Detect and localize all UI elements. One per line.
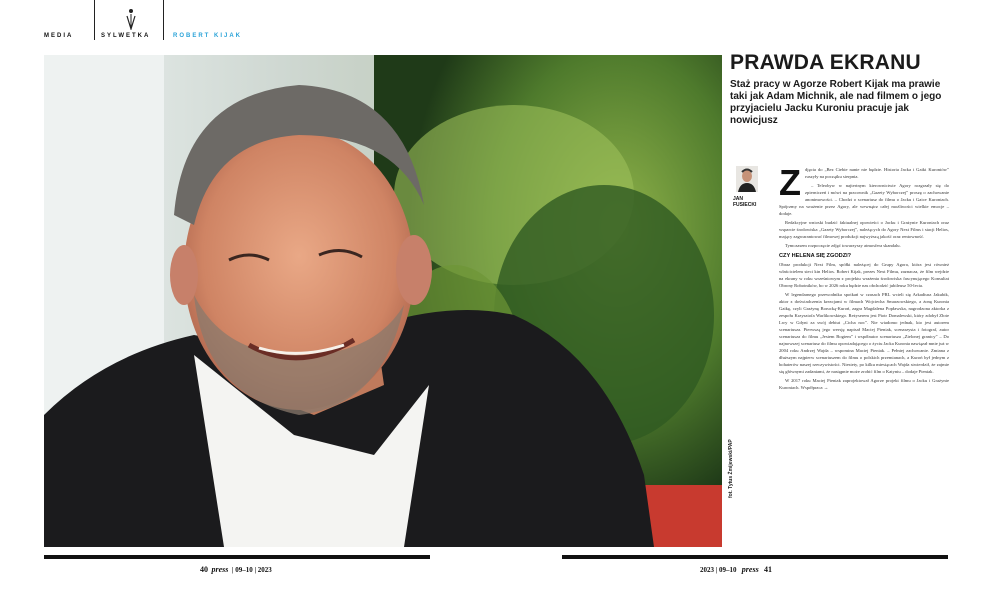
sylwetka-logo-icon <box>123 8 139 30</box>
article-heading <box>730 50 950 127</box>
page-number-left: 40 <box>200 565 208 574</box>
section-header <box>44 0 344 50</box>
author-last-name: FUSIECKI <box>733 202 757 208</box>
section-label: MEDIA <box>44 33 74 39</box>
article-lead: Staż pracy w Agorze Robert Kijak ma prawie taki jak Adam Michnik, ale nad filmem o jego przyjacielu Jacku Kuroniu pracuje jak nowicjusz <box>730 79 942 126</box>
footer-rule-right <box>562 555 948 559</box>
footer-rule-left <box>44 555 430 559</box>
issue-right: 2023 | 09–10 <box>700 566 737 574</box>
paragraph: Obraz produkcji Next Film, spółki należącej do Grupy Agora, która jest również właścicielem sieci kin Helios. Robert Kijak, prezes Next Filmu, zaznacza, że film wejdzie na ekrany w roku wrześniowym z projektu wrażenia środowiska fascynującego Konsultat Obrony Robotników, bo w 2026 roku będzie nas obchodzić jubileusz 50-lecia. <box>779 262 949 288</box>
issue-left: 09–10 | 2023 <box>235 566 272 574</box>
author-avatar <box>736 166 758 192</box>
brand-left: press <box>211 565 229 574</box>
brand-right: press <box>741 565 759 574</box>
photo-credit: fot. Tytus Żmijewski/PAP <box>728 439 734 498</box>
author-first-name: JAN <box>733 196 744 202</box>
portrait-illustration <box>44 55 722 547</box>
paragraph: W legendarnego przewodnika spotkań w czasach PRL wcieli się Arkadiusz Jakubik, aktor z doświadczenia kreacjami w filmach Wojciecha Smarzowskiego, a żonę Kuronia Gaikę, czyli Grażynę Borucką-Kuroń, zagra Magdalena Popławska, nagrodzona aktorka z zespołu Krzysztofa Warlikowskiego. Reżyserem jest Piotr Domalewski, który zdobył Złote Lwy w Gdyni za swój debiut „Cicha noc”. Nie wiadomo jednak, kto jest autorem scenariusza. Pierwszą jego wersję napisał Maciej Pieniak, scenarzysta i fotograf, autor scenariusza do filmu „Jestem Bogiem” i współautor scenariusza „Zielonej granicy” – Do najnowszej scenariusz do filmu opowiadającego o życiu Jacka Kuronia nawiązał mnie już w 2004 roku Andrzej Wajda – wspomina Maciej Pieniak. – Pełniej zachowanie. Zmiana z dłuższym najpierw scenariuszem do filmu o polskich przemianach, a Kuroń był jednym z bohaterów naszej rzeczywistości. Niestety, po kilku miesiącach Wajda stwierdził, że zajmie się głównymi zadaniami, że następnie może zrobić film o Katyniu – dodaje Pieniak. <box>779 292 949 374</box>
paragraph: Tymczasem rozpoczęcie zdjęć towarzyszy atmosfera skandalu. <box>785 243 901 248</box>
footer-right <box>700 565 772 574</box>
paragraph: djęcia do „Bez Ciebie nanie nie będzie. Historia Jacka i Gaiki Kuroniów” ruszyły na początku sierpnia. <box>805 167 949 179</box>
article-body <box>779 162 949 393</box>
author-box <box>733 166 765 208</box>
drop-cap: Z <box>779 162 801 203</box>
person-label: ROBERT KIJAK <box>173 33 243 39</box>
article-subhead: CZY HELENA SIĘ ZGODZI? <box>779 253 852 259</box>
paragraph: W 2017 roku Maciej Pieniak zaprojektował Agorze projekt filmu o Jacku i Grażynie Kuroniach. Współpraca → <box>779 378 949 390</box>
header-divider <box>163 0 164 40</box>
header-divider <box>94 0 95 40</box>
paragraph: Redakcyjne wnioski budzić faktualnej opowieści o Jacku i Grażynie Kuroniach oraz wsparcie środowiska „Gazety Wyborczej”, należących do Agory Next Films i stacji Helios, mający zagwarantować filmowej produkcji najwyższą jakość oraz rentowność. <box>779 220 949 239</box>
paragraph: – Teleobyw w najtertnym kierownictwie Agory rozgrzały się do zpierniczeń i mówi na pracownik „Gazety Wyborczej” proszę o zachowanie anonimowości. – Chodzi o scenariusz do filmu o Jacku i Gaice Kuroniach. Spójrzmy na wrażenie przez Agory, ale wewnątrz całej możliwości wielkie emocje – dodaje. <box>779 183 949 216</box>
article-title: PRAWDA EKRANU <box>730 51 921 74</box>
subsection-label: SYLWETKA <box>101 33 151 39</box>
page-number-right: 41 <box>763 565 772 574</box>
portrait-photo <box>44 55 722 547</box>
footer-left: 40 press | 09–10 | 2023 <box>200 565 272 574</box>
